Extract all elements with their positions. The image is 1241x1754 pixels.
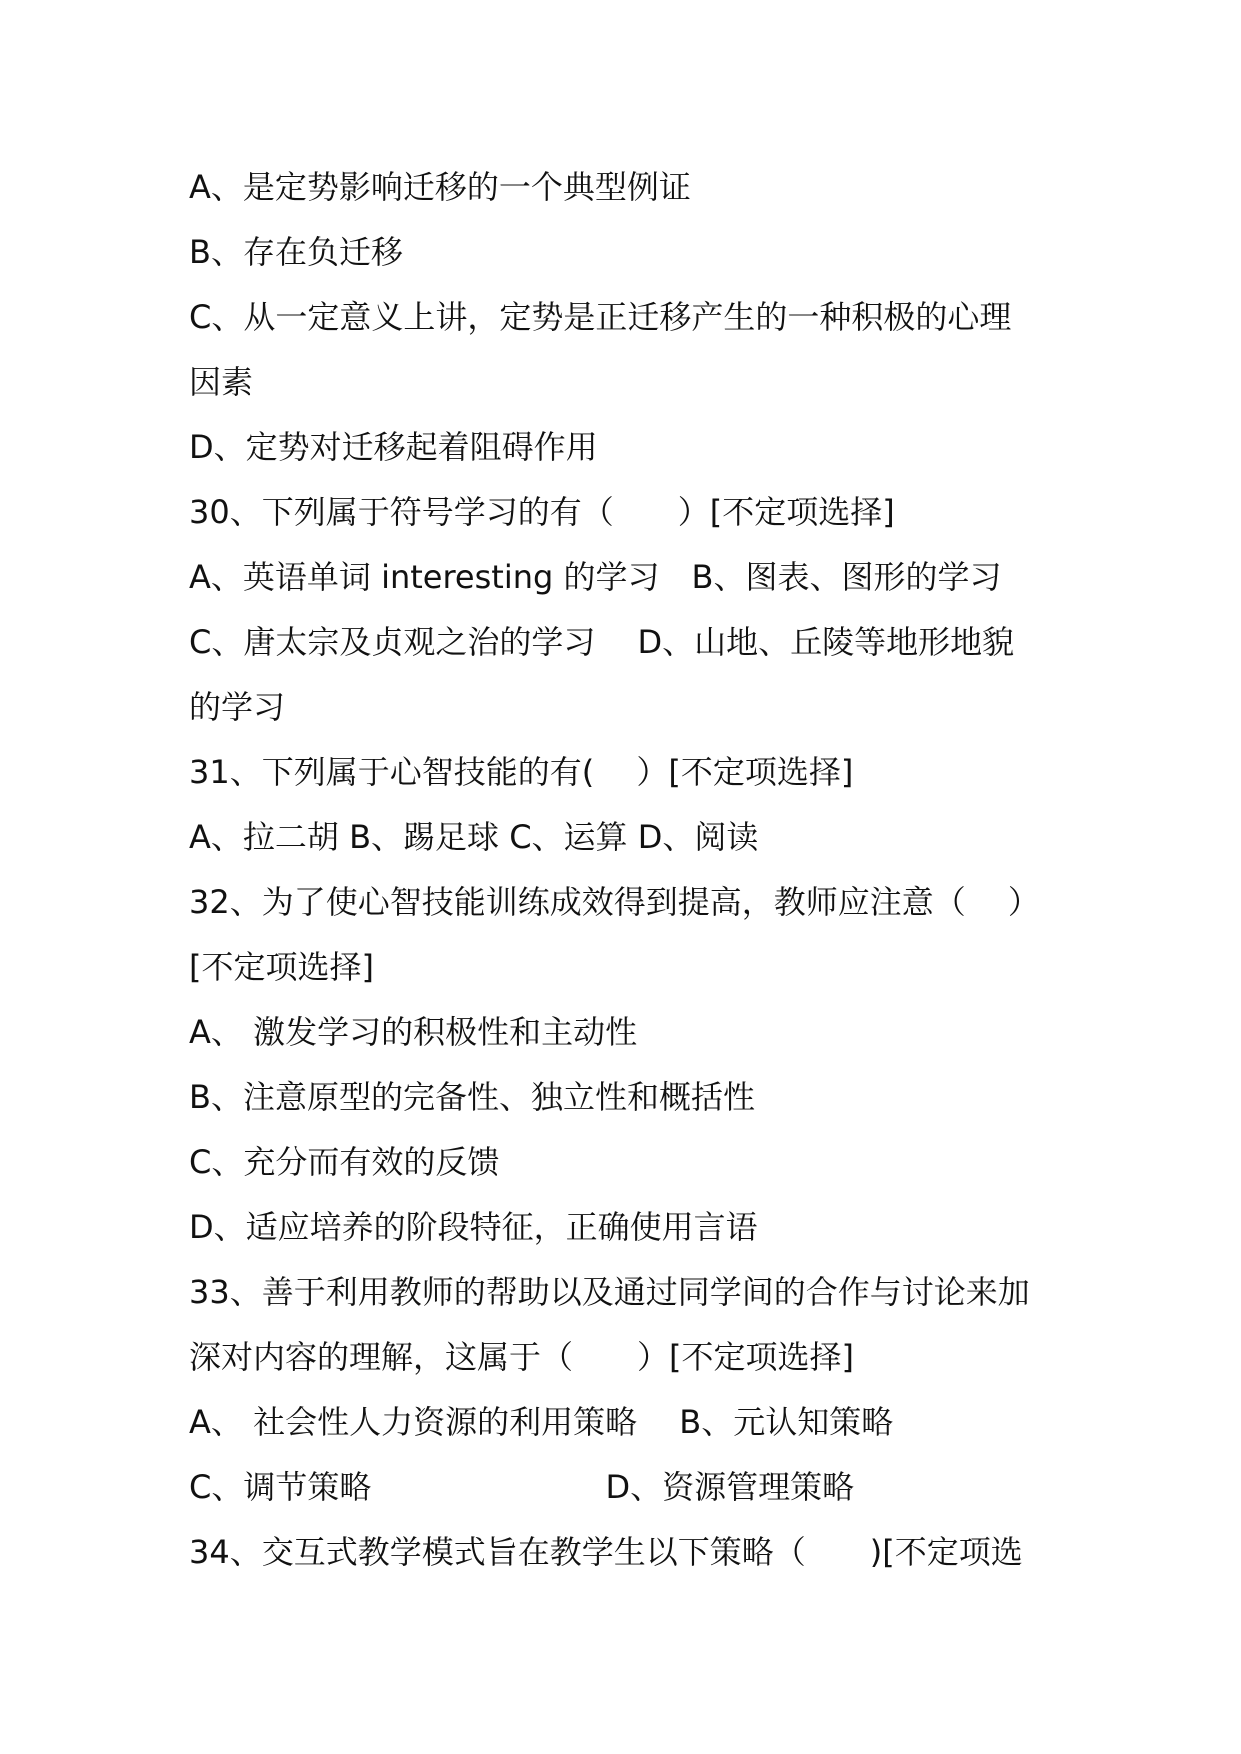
text-line: A、 社会性人力资源的利用策略 B、元认知策略 xyxy=(189,1403,894,1441)
text-line: 33、善于利用教师的帮助以及通过同学间的合作与讨论来加 xyxy=(189,1273,1030,1311)
text-line: 31、下列属于心智技能的有( ）[不定项选择] xyxy=(189,753,854,791)
text-line: C、唐太宗及贞观之治的学习 D、山地、丘陵等地形地貌 xyxy=(189,623,1015,661)
text-line: [不定项选择] xyxy=(189,948,374,986)
text-line: C、充分而有效的反馈 xyxy=(189,1143,500,1181)
text-line: D、定势对迁移起着阻碍作用 xyxy=(189,428,598,466)
text-line: A、拉二胡 B、踢足球 C、运算 D、阅读 xyxy=(189,818,759,856)
document-page xyxy=(189,155,1069,1585)
text-line: C、调节策略 D、资源管理策略 xyxy=(189,1468,855,1506)
text-line: 30、下列属于符号学习的有（ ）[不定项选择] xyxy=(189,493,895,531)
text-line: B、注意原型的完备性、独立性和概括性 xyxy=(189,1078,755,1116)
text-line: 34、交互式教学模式旨在教学生以下策略（ )[不定项选 xyxy=(189,1533,1023,1571)
text-line: C、从一定意义上讲，定势是正迁移产生的一种积极的心理 xyxy=(189,298,1012,336)
text-line: D、适应培养的阶段特征，正确使用言语 xyxy=(189,1208,758,1246)
text-line: A、英语单词 interesting 的学习 B、图表、图形的学习 xyxy=(189,558,1002,596)
text-line: A、是定势影响迁移的一个典型例证 xyxy=(189,168,691,206)
text-line: 的学习 xyxy=(189,688,286,726)
text-line: 32、为了使心智技能训练成效得到提高，教师应注意（ ） xyxy=(189,883,1040,921)
text-line: 因素 xyxy=(189,363,254,401)
text-line: 深对内容的理解，这属于（ ）[不定项选择] xyxy=(189,1338,854,1376)
text-line: A、 激发学习的积极性和主动性 xyxy=(189,1013,638,1051)
text-line: B、存在负迁移 xyxy=(189,233,403,271)
